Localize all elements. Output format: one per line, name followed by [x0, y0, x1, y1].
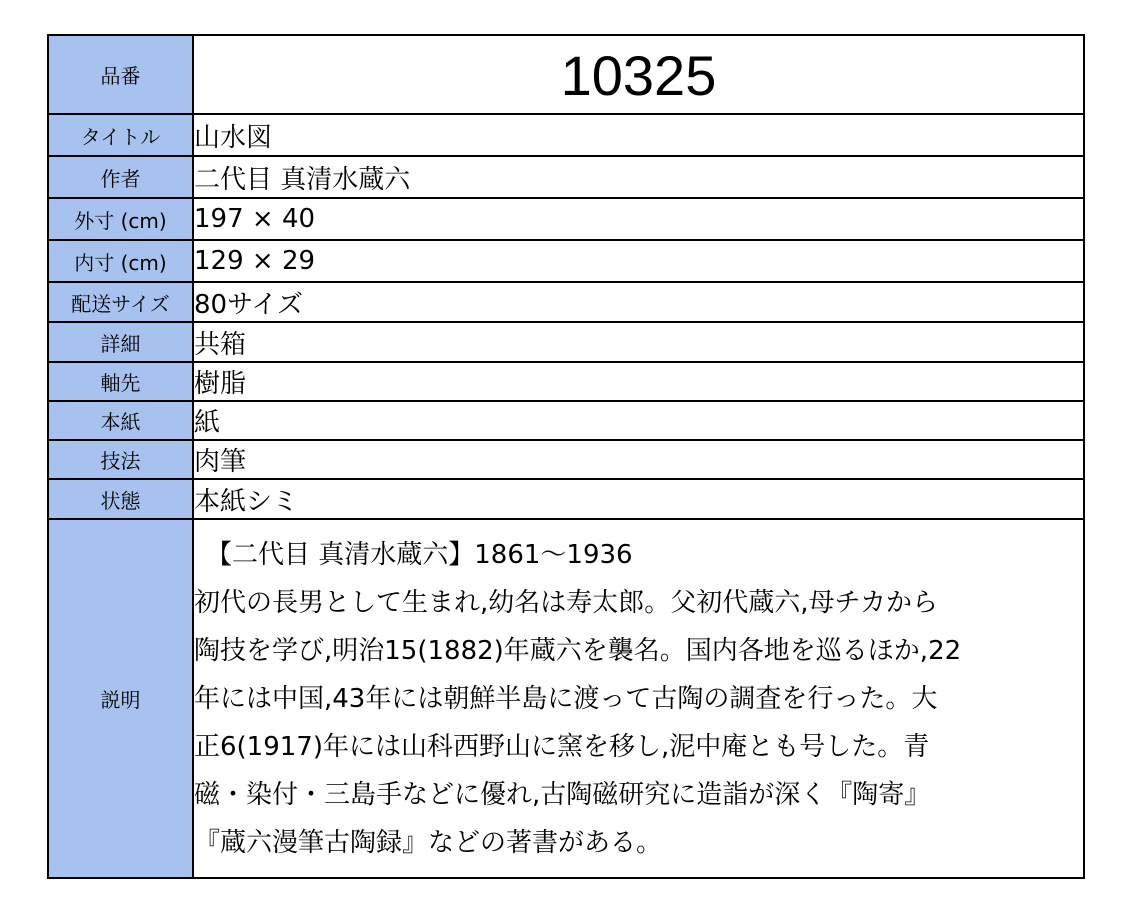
row-details: [48, 322, 1084, 362]
details-value: 共箱: [193, 322, 1084, 362]
roller-end-label: 軸先: [48, 362, 193, 401]
row-inner-size: [48, 240, 1084, 282]
row-technique: [48, 440, 1084, 479]
row-outer-size: [48, 198, 1084, 240]
row-product-number: [48, 35, 1084, 114]
description-line: 正6(1917)年には山科西野山に窯を移し,泥中庵とも号した。青: [194, 731, 930, 762]
description-line: 初代の長男として生まれ,幼名は寿太郎。父初代蔵六,母チカから: [194, 587, 939, 618]
shipping-size-value: 80サイズ: [193, 282, 1084, 322]
roller-end-value: 樹脂: [193, 362, 1084, 401]
description-line: 『蔵六漫筆古陶録』などの著書がある。: [194, 827, 663, 858]
main-paper-label: 本紙: [48, 401, 193, 440]
description-line: 【二代目 真清水蔵六】1861〜1936: [206, 539, 633, 570]
technique-label: 技法: [48, 440, 193, 479]
inner-size-value: 129 × 29: [193, 240, 1084, 282]
row-shipping-size: [48, 282, 1084, 322]
product-number-label: 品番: [48, 35, 193, 114]
description-line: 陶技を学び,明治15(1882)年蔵六を襲名。国内各地を巡るほか,22: [194, 635, 962, 666]
inner-size-label: 内寸 (cm): [48, 240, 193, 282]
description-text: [193, 519, 1084, 878]
product-number-value: 10325: [193, 35, 1084, 114]
row-roller-end: [48, 362, 1084, 401]
description-line: 磁・染付・三島手などに優れ,古陶磁研究に造詣が深く『陶寄』: [194, 779, 931, 810]
row-main-paper: [48, 401, 1084, 440]
description-line: 年には中国,43年には朝鮮半島に渡って古陶の調査を行った。大: [194, 683, 938, 714]
outer-size-value: 197 × 40: [193, 198, 1084, 240]
row-author: [48, 156, 1084, 198]
details-label: 詳細: [48, 322, 193, 362]
title-label: タイトル: [48, 114, 193, 156]
main-paper-value: 紙: [193, 401, 1084, 440]
title-value: 山水図: [193, 114, 1084, 156]
row-condition: [48, 479, 1084, 519]
row-title: [48, 114, 1084, 156]
condition-value: 本紙シミ: [193, 479, 1084, 519]
description-label: 説明: [48, 519, 193, 878]
outer-size-label: 外寸 (cm): [48, 198, 193, 240]
row-description: [48, 519, 1084, 878]
author-value: 二代目 真清水蔵六: [193, 156, 1084, 198]
author-label: 作者: [48, 156, 193, 198]
condition-label: 状態: [48, 479, 193, 519]
technique-value: 肉筆: [193, 440, 1084, 479]
shipping-size-label: 配送サイズ: [48, 282, 193, 322]
product-spec-table: [47, 34, 1085, 879]
